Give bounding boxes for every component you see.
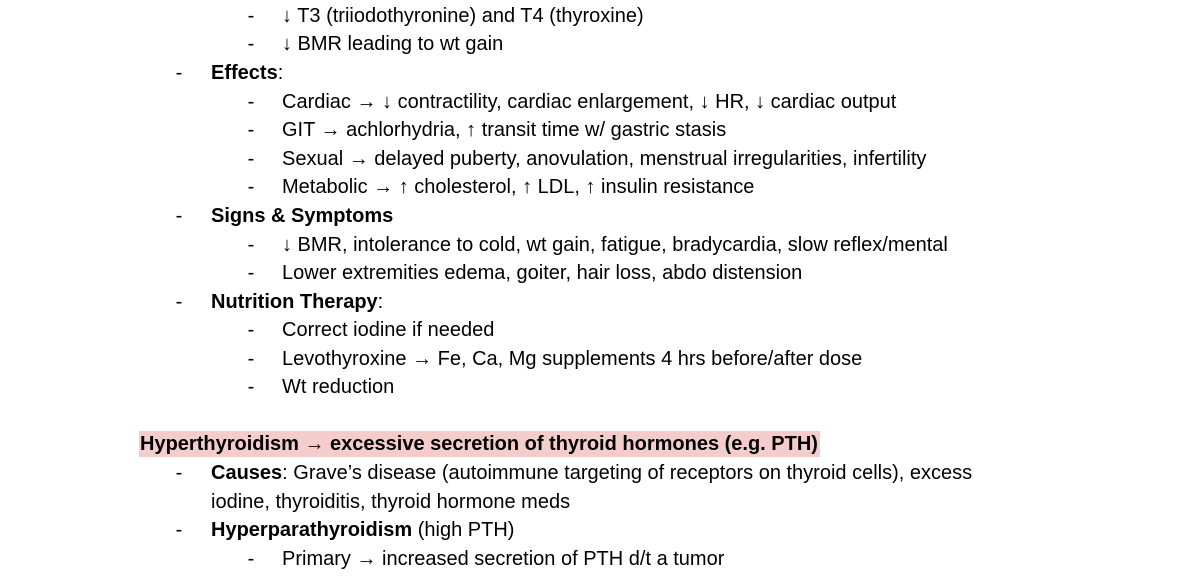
bullet-dash: - xyxy=(247,148,255,170)
bullet-dash: - xyxy=(247,262,255,284)
list-item-text: Cardiac → ↓ contractility, cardiac enlargement, ↓ HR, ↓ cardiac output xyxy=(282,91,897,113)
list-item-text: Correct iodine if needed xyxy=(282,319,495,341)
section-label: Causes xyxy=(211,462,283,484)
list-item-text: Lower extremities edema, goiter, hair loss, abdo distension xyxy=(282,262,803,284)
bullet-dash: - xyxy=(247,91,255,113)
list-item-text: ↓ BMR leading to wt gain xyxy=(282,33,504,55)
bullet-dash: - xyxy=(175,62,183,84)
bullet-dash: - xyxy=(175,205,183,227)
bullet-dash: - xyxy=(175,291,183,313)
list-item-text: ↓ BMR, intolerance to cold, wt gain, fatigue, bradycardia, slow reflex/mental xyxy=(282,234,948,256)
section-label: Nutrition Therapy xyxy=(211,291,378,313)
list-item-text: iodine, thyroiditis, thyroid hormone meds xyxy=(211,491,571,513)
list-item-text: Wt reduction xyxy=(282,376,395,398)
bullet-dash: - xyxy=(247,376,255,398)
bullet-dash: - xyxy=(175,519,183,541)
section-label: Signs & Symptoms xyxy=(211,205,394,227)
list-item-text: Sexual → delayed puberty, anovulation, menstrual irregularities, infertility xyxy=(282,148,927,170)
section-suffix: (high PTH) xyxy=(412,519,515,541)
list-item-text: Metabolic → ↑ cholesterol, ↑ LDL, ↑ insulin resistance xyxy=(282,176,755,198)
list-item-text: Primary → increased secretion of PTH d/t a tumor xyxy=(282,548,725,570)
bullet-dash: - xyxy=(247,234,255,256)
bullet-dash: - xyxy=(247,348,255,370)
list-item-text: ↓ T3 (triiodothyronine) and T4 (thyroxine) xyxy=(282,5,644,27)
section-label: Hyperparathyroidism xyxy=(211,519,413,541)
list-item-text: GIT → achlorhydria, ↑ transit time w/ gastric stasis xyxy=(282,119,727,141)
list-item-text: Levothyroxine → Fe, Ca, Mg supplements 4 hrs before/after dose xyxy=(282,348,863,370)
bullet-dash: - xyxy=(247,319,255,341)
section-label: Effects xyxy=(211,62,278,84)
section-suffix: : Grave’s disease (autoimmune targeting of receptors on thyroid cells), excess xyxy=(282,462,973,484)
section-suffix: : xyxy=(377,291,384,313)
section-suffix: : xyxy=(277,62,284,84)
bullet-dash: - xyxy=(247,176,255,198)
bullet-dash: - xyxy=(247,548,255,570)
bullet-dash: - xyxy=(247,33,255,55)
bullet-dash: - xyxy=(247,119,255,141)
bullet-dash: - xyxy=(247,5,255,27)
section-heading-hyperthyroidism: Hyperthyroidism → excessive secretion of thyroid hormones (e.g. PTH) xyxy=(140,433,818,455)
bullet-dash: - xyxy=(175,462,183,484)
